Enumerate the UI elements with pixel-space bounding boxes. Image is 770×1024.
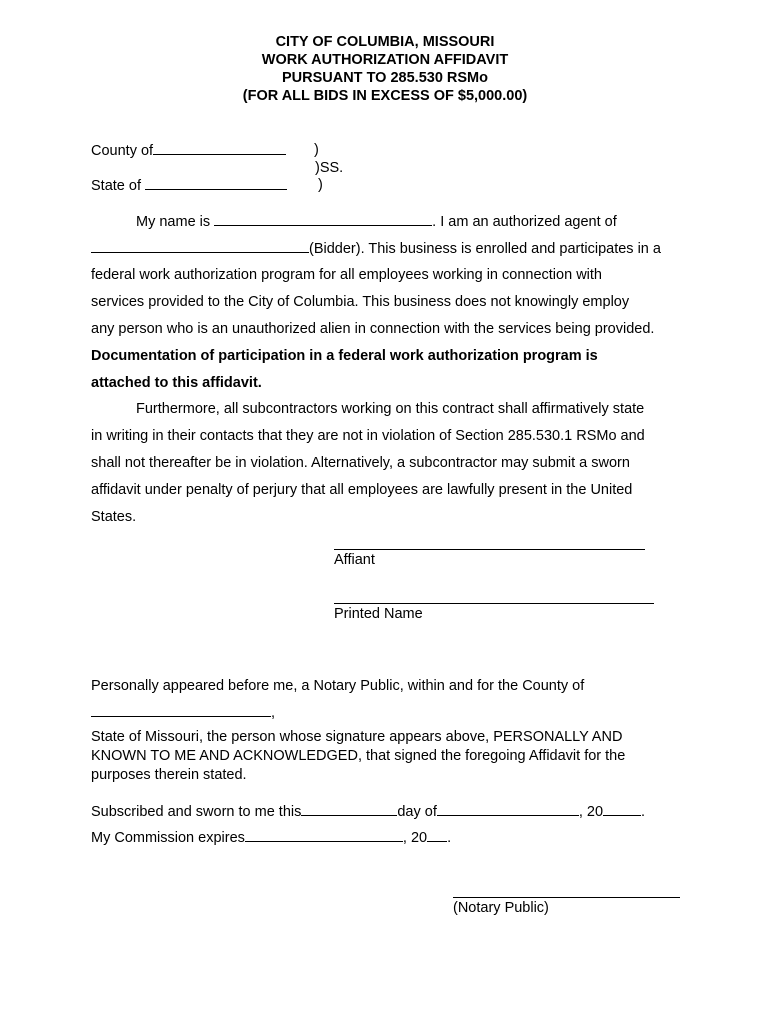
name-field[interactable] bbox=[214, 213, 432, 226]
county-row bbox=[91, 142, 286, 159]
ss-label: )SS. bbox=[315, 160, 344, 176]
para2-line-5: States. bbox=[91, 509, 137, 525]
title-line-3: PURSUANT TO 285.530 RSMo bbox=[281, 70, 488, 86]
month-field[interactable] bbox=[437, 803, 579, 816]
affiant-label: Affiant bbox=[334, 552, 375, 568]
para2-line-2: in writing in their contacts that they are not in violation of Section 285.530.1 RSMo and bbox=[91, 428, 645, 444]
paren-2: ) bbox=[318, 177, 323, 193]
bidder-line bbox=[91, 240, 661, 257]
subscribed-label: Subscribed and sworn to me this bbox=[91, 804, 302, 820]
notary-public-label: (Notary Public) bbox=[453, 900, 549, 916]
para2-line-1: Furthermore, all subcontractors working on this contract shall affirmatively state bbox=[136, 401, 645, 417]
commission-label: My Commission expires bbox=[91, 830, 245, 846]
county-field[interactable] bbox=[153, 142, 286, 155]
affiant-signature-line[interactable] bbox=[334, 549, 645, 550]
state-label: State of bbox=[91, 178, 141, 194]
day-of-label: day of bbox=[397, 804, 437, 820]
commission-year-field[interactable] bbox=[427, 829, 447, 842]
notary-county-field[interactable] bbox=[91, 704, 271, 717]
paren-1: ) bbox=[314, 142, 319, 158]
name-line bbox=[136, 213, 617, 230]
subscribed-row bbox=[91, 803, 645, 820]
subscribed-period: . bbox=[641, 804, 646, 820]
year-field[interactable] bbox=[603, 803, 641, 816]
title-line-2: WORK AUTHORIZATION AFFIDAVIT bbox=[261, 52, 509, 68]
title-line-1: CITY OF COLUMBIA, MISSOURI bbox=[275, 34, 495, 50]
bidder-text: (Bidder). This business is enrolled and participates in a bbox=[309, 241, 661, 257]
notary-statement-1: State of Missouri, the person whose signature appears above, PERSONALLY AND bbox=[91, 729, 623, 745]
notary-statement-2: KNOWN TO ME AND ACKNOWLEDGED, that signed the foregoing Affidavit for the bbox=[91, 748, 626, 764]
county-label: County of bbox=[91, 143, 154, 159]
county-blank-row bbox=[91, 704, 275, 721]
body-line-3: federal work authorization program for all employees working in connection with bbox=[91, 267, 602, 283]
my-name-is-label: My name is bbox=[136, 214, 211, 230]
commission-period: . bbox=[447, 830, 452, 846]
body-line-5: any person who is an unauthorized alien in connection with the services being provided. bbox=[91, 321, 655, 337]
bidder-field[interactable] bbox=[91, 240, 309, 253]
commission-date-field[interactable] bbox=[245, 829, 403, 842]
year-prefix: , 20 bbox=[578, 804, 604, 820]
state-row bbox=[91, 177, 287, 194]
commission-year-prefix: , 20 bbox=[402, 830, 428, 846]
day-field[interactable] bbox=[301, 803, 397, 816]
bold-line-2: attached to this affidavit. bbox=[91, 375, 262, 391]
printed-name-label: Printed Name bbox=[334, 606, 423, 622]
title-line-4: (FOR ALL BIDS IN EXCESS OF $5,000.00) bbox=[242, 88, 528, 104]
bold-line-1: Documentation of participation in a federal work authorization program is bbox=[91, 348, 598, 364]
appeared-line: Personally appeared before me, a Notary Public, within and for the County of bbox=[91, 678, 585, 694]
agent-text: . I am an authorized agent of bbox=[432, 214, 617, 230]
para2-line-4: affidavit under penalty of perjury that all employees are lawfully present in the United bbox=[91, 482, 633, 498]
notary-signature-line[interactable] bbox=[453, 897, 680, 898]
commission-row bbox=[91, 829, 451, 846]
para2-line-3: shall not thereafter be in violation. Alternatively, a subcontractor may submit a sworn bbox=[91, 455, 630, 471]
body-line-4: services provided to the City of Columbia. This business does not knowingly employ bbox=[91, 294, 630, 310]
state-field[interactable] bbox=[145, 177, 287, 190]
county-comma: , bbox=[271, 705, 276, 721]
notary-statement-3: purposes therein stated. bbox=[91, 767, 247, 783]
printed-name-line[interactable] bbox=[334, 603, 654, 604]
